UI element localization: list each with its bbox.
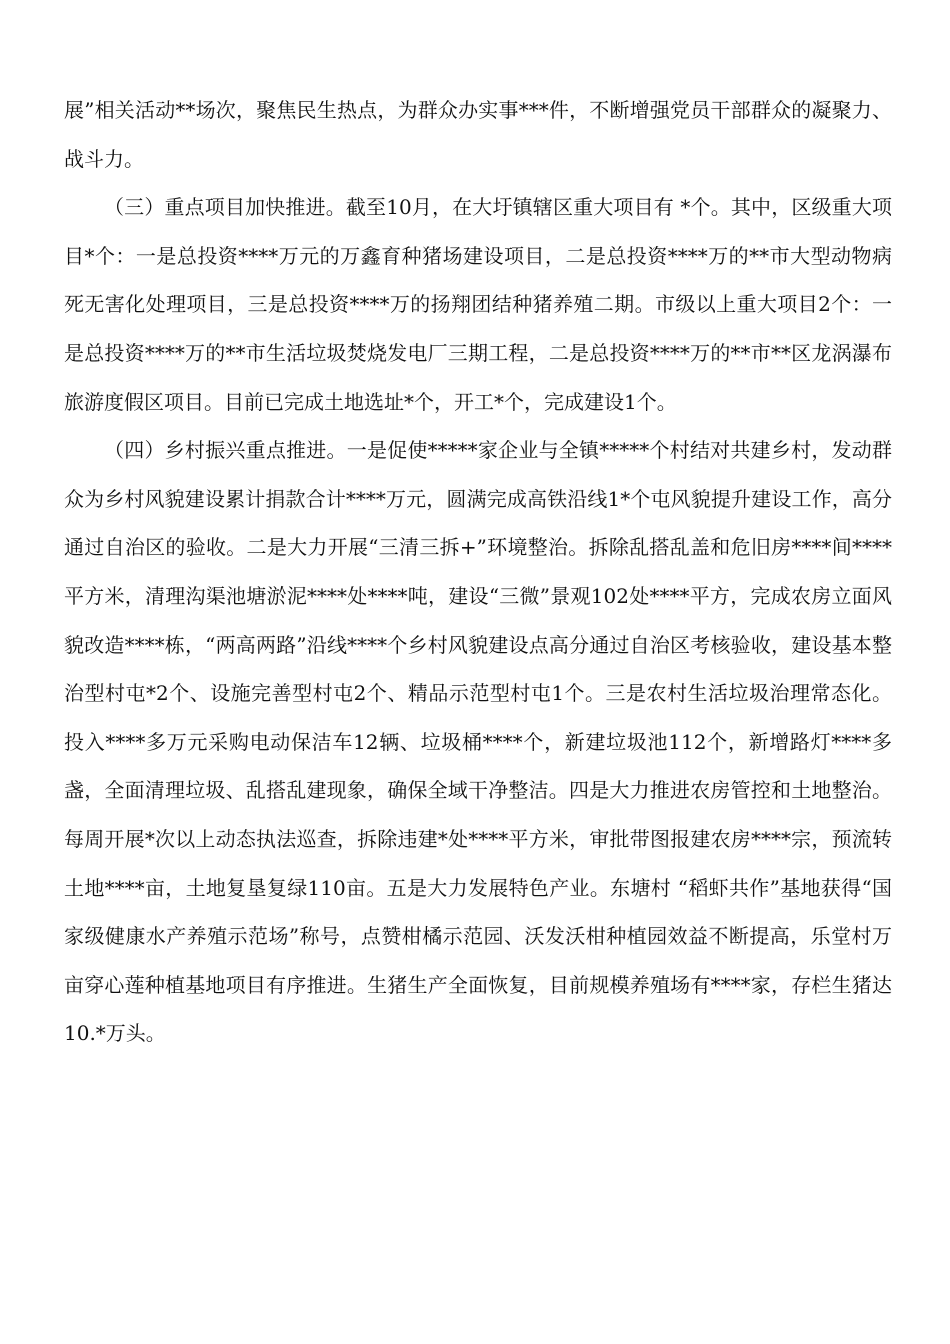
paragraph-continued: 展”相关活动**场次，聚焦民生热点，为群众办实事***件，不断增强党员干部群众的凝聚力、战斗力。 — [64, 98, 892, 171]
document-page — [64, 86, 892, 1058]
paragraph-rural-revitalization: （四）乡村振兴重点推进。一是促使*****家企业与全镇*****个村结对共建乡村，发动群众为乡村风貌建设累计捐款合计****万元，圆满完成高铁沿线1*个屯风貌提升建设工作，高分通过自治区的验收。二是大力开展“三清三拆+”环境整治。拆除乱搭乱盖和危旧房****间****平方米，清理沟渠池塘淤泥****处****吨，建设“三微”景观102处****平方，完成农房立面风貌改造****栋，“两高两路”沿线****个乡村风貌建设点高分通过自治区考核验收，建设基本整治型村屯*2个、设施完善型村屯2个、精品示范型村屯1个。三是农村生活垃圾治理常态化。投入****多万元采购电动保洁车12辆、垃圾桶****个，新建垃圾池112个，新增路灯****多盏，全面清理垃圾、乱搭乱建现象，确保全域干净整洁。四是大力推进农房管控和土地整治。每周开展*次以上动态执法巡查，拆除违建*处****平方米，审批带图报建农房****宗，预流转土地****亩，土地复垦复绿110亩。五是大力发展特色产业。东塘村 “稻虾共作”基地获得“国家级健康水产养殖示范场”称号，点赞柑橘示范园、沃发沃柑种植园效益不断提高，乐堂村万亩穿心莲种植基地项目有序推进。生猪生产全面恢复，目前规模养殖场有****家，存栏生猪达10.*万头。 — [64, 438, 892, 1046]
paragraph-key-projects: （三）重点项目加快推进。截至10月，在大圩镇辖区重大项目有 *个。其中，区级重大项目*个：一是总投资****万元的万鑫育种猪场建设项目，二是总投资****万的**市大型动物病死无害化处理项目，三是总投资****万的扬翔团结种猪养殖二期。市级以上重大项目2个：一是总投资****万的**市生活垃圾焚烧发电厂三期工程，二是总投资****万的**市**区龙涡瀑布旅游度假区项目。目前已完成土地选址*个，开工*个，完成建设1个。 — [64, 195, 892, 414]
